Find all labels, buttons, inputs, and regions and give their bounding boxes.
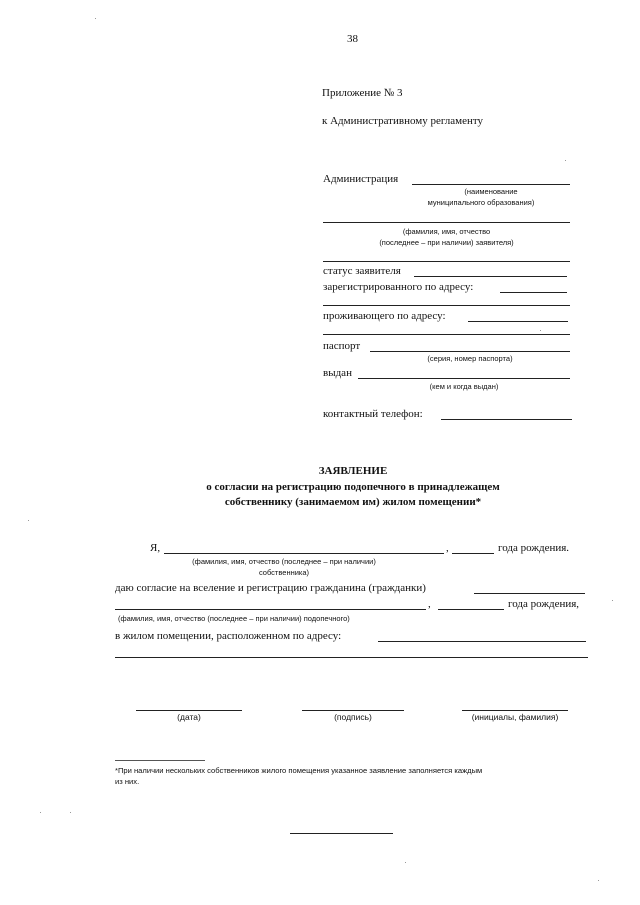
scan-speck: [598, 880, 599, 881]
applicant-extra-field[interactable]: [323, 261, 570, 262]
birth-year-label-2: года рождения,: [508, 598, 580, 610]
owner-hint-2: собственника): [258, 568, 310, 577]
scan-speck: [540, 330, 541, 331]
footnote-line-1: *При наличии нескольких собственников жилого помещения указанное заявление заполняется каждым: [115, 766, 483, 775]
birth-year-label-1: года рождения.: [498, 542, 570, 554]
signature-field[interactable]: [302, 710, 404, 711]
initials-hint: (инициалы, фамилия): [471, 712, 559, 722]
owner-hint-1: (фамилия, имя, отчество (последнее – при наличии): [192, 557, 376, 566]
page-number: 38: [347, 33, 358, 45]
footnote-divider: [115, 760, 205, 761]
scan-speck: [405, 862, 406, 863]
ward-name-field-2[interactable]: [115, 609, 426, 610]
date-hint: (дата): [177, 712, 201, 722]
comma: ,: [446, 542, 449, 554]
applicant-hint-2: (последнее – при наличии) заявителя): [379, 238, 514, 247]
scan-speck: [28, 520, 29, 521]
applicant-name-field[interactable]: [323, 222, 570, 223]
administration-label: Администрация: [323, 173, 399, 185]
passport-hint: (серия, номер паспорта): [427, 354, 513, 363]
premises-address-field-2[interactable]: [115, 657, 588, 658]
bottom-rule: [290, 833, 393, 834]
municipality-hint-1: (наименование: [464, 187, 518, 196]
statement-subtitle-1: о согласии на регистрацию подопечного в принадлежащем: [206, 481, 500, 493]
applicant-hint-1: (фамилия, имя, отчество: [402, 227, 491, 236]
appendix-title: Приложение № 3: [322, 87, 403, 99]
residing-field[interactable]: [468, 321, 568, 322]
phone-field[interactable]: [441, 419, 572, 420]
registered-field-2[interactable]: [323, 305, 570, 306]
premises-text: в жилом помещении, расположенном по адресу:: [115, 630, 342, 642]
scan-speck: [40, 812, 41, 813]
consent-text: даю согласие на вселение и регистрацию гражданина (гражданки): [115, 582, 426, 594]
residing-label: проживающего по адресу:: [323, 310, 446, 322]
passport-field[interactable]: [370, 351, 570, 352]
ward-name-field[interactable]: [474, 593, 585, 594]
scan-speck: [70, 812, 71, 813]
phone-label: контактный телефон:: [323, 408, 423, 420]
appendix-subtitle: к Административному регламенту: [322, 115, 484, 127]
premises-address-field[interactable]: [378, 641, 586, 642]
owner-birth-year-field[interactable]: [452, 553, 494, 554]
issued-field[interactable]: [358, 378, 570, 379]
administration-field[interactable]: [412, 184, 570, 185]
ward-birth-year-field[interactable]: [438, 609, 504, 610]
status-field[interactable]: [414, 276, 567, 277]
scan-speck: [565, 160, 566, 161]
comma-2: ,: [428, 598, 431, 610]
scan-speck: [612, 600, 613, 601]
i-label: Я,: [150, 542, 161, 554]
signature-hint: (подпись): [334, 712, 372, 722]
passport-label: паспорт: [323, 340, 361, 352]
statement-subtitle-2: собственнику (занимаемом им) жилом помещении*: [224, 496, 482, 508]
statement-title: ЗАЯВЛЕНИЕ: [318, 465, 388, 477]
initials-field[interactable]: [462, 710, 568, 711]
ward-hint: (фамилия, имя, отчество (последнее – при наличии) подопечного): [118, 614, 350, 623]
footnote-line-2: из них.: [115, 777, 140, 786]
municipality-hint-2: муниципального образования): [427, 198, 535, 207]
status-label: статус заявителя: [323, 265, 401, 277]
residing-field-2[interactable]: [323, 334, 570, 335]
date-field[interactable]: [136, 710, 242, 711]
owner-name-field[interactable]: [164, 553, 444, 554]
registered-label: зарегистрированного по адресу:: [323, 281, 474, 293]
scan-speck: [95, 18, 96, 19]
issued-hint: (кем и когда выдан): [429, 382, 499, 391]
issued-label: выдан: [323, 367, 352, 379]
registered-field[interactable]: [500, 292, 567, 293]
